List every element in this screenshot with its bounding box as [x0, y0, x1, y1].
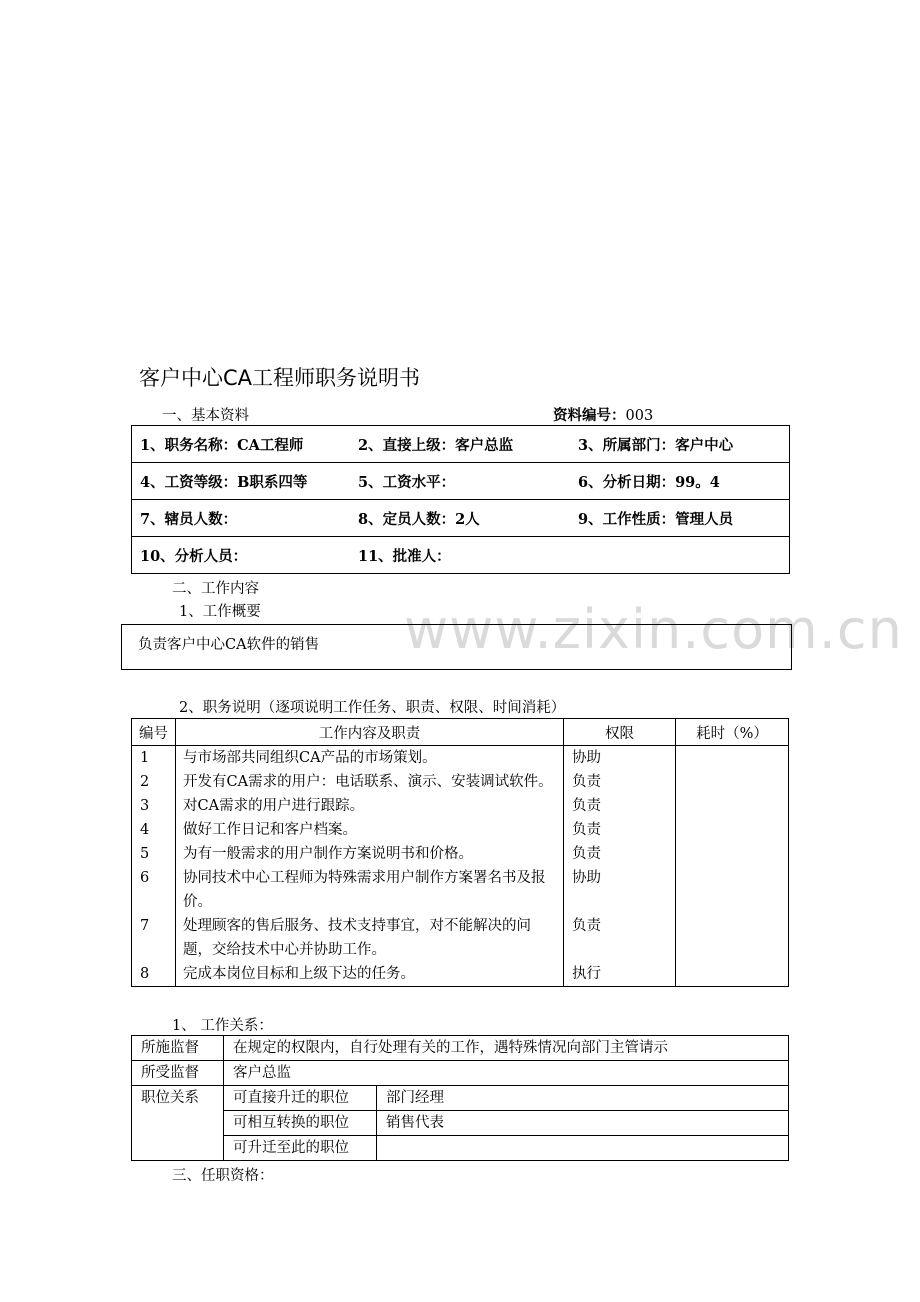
- info-cell: 10、分析人员：: [132, 537, 351, 574]
- info-cell: 5、工资水平：: [350, 463, 570, 500]
- info-cell: 6、分析日期：99。4: [570, 463, 790, 500]
- duty-no: 1: [132, 746, 176, 771]
- duty-no: 8: [132, 962, 176, 987]
- basic-info-table: [131, 425, 790, 574]
- table-row: [132, 818, 789, 842]
- watermark: www.zixin.com.cn: [404, 598, 903, 661]
- table-header-row: [132, 719, 789, 746]
- doc-number-value: 003: [625, 408, 654, 424]
- table-row: [132, 842, 789, 866]
- relations-heading: 1、 工作关系：: [172, 1018, 273, 1034]
- duty-authority: 负责: [564, 794, 676, 818]
- table-row: [132, 1061, 789, 1086]
- position-label: 可直接升迁的职位: [224, 1086, 377, 1111]
- table-row: [132, 463, 790, 500]
- duty-authority: 协助: [564, 746, 676, 771]
- duty-authority: 负责: [564, 770, 676, 794]
- relation-label: 所施监督: [132, 1036, 224, 1061]
- duty-content: 处理顾客的售后服务、技术支持事宜，对不能解决的问题，交给技术中心并协助工作。: [176, 914, 564, 962]
- relation-value: 在规定的权限内，自行处理有关的工作，遇特殊情况向部门主管请示: [224, 1036, 789, 1061]
- duty-table: [131, 718, 789, 987]
- duty-content: 为有一般需求的用户制作方案说明书和价格。: [176, 842, 564, 866]
- duty-no: 5: [132, 842, 176, 866]
- duty-authority: 负责: [564, 842, 676, 866]
- table-row: [132, 426, 790, 463]
- info-cell: 11、批准人：: [350, 537, 570, 574]
- duty-authority: 负责: [564, 818, 676, 842]
- info-cell: 3、所属部门：客户中心: [570, 426, 790, 463]
- position-label: 可相互转换的职位: [224, 1111, 377, 1136]
- duty-content: 做好工作日记和客户档案。: [176, 818, 564, 842]
- relation-value: 客户总监: [224, 1061, 789, 1086]
- table-row: [132, 962, 789, 987]
- duty-content: 开发有CA需求的用户：电话联系、演示、安装调试软件。: [176, 770, 564, 794]
- duty-time: [676, 866, 789, 914]
- duty-time: [676, 794, 789, 818]
- position-value: [377, 1136, 789, 1161]
- document-title: 客户中心CA工程师职务说明书: [139, 366, 421, 390]
- duty-content: 完成本岗位目标和上级下达的任务。: [176, 962, 564, 987]
- info-cell: [570, 537, 790, 574]
- table-row: [132, 500, 790, 537]
- relations-table: [131, 1035, 789, 1161]
- position-value: 部门经理: [377, 1086, 789, 1111]
- info-cell: 8、定员人数：2人: [350, 500, 570, 537]
- info-cell: 1、职务名称：CA工程师: [132, 426, 351, 463]
- column-header-time: 耗时（%）: [676, 719, 789, 746]
- table-row: [132, 1136, 789, 1161]
- column-header-authority: 权限: [564, 719, 676, 746]
- table-row: [132, 866, 789, 914]
- work-summary-subheading: 1、工作概要: [179, 604, 261, 620]
- position-value: 销售代表: [377, 1111, 789, 1136]
- duty-no: 6: [132, 866, 176, 914]
- duty-time: [676, 962, 789, 987]
- info-cell: 9、工作性质：管理人员: [570, 500, 790, 537]
- duty-authority: 协助: [564, 866, 676, 914]
- duty-no: 3: [132, 794, 176, 818]
- duty-time: [676, 818, 789, 842]
- table-row: [132, 1036, 789, 1061]
- table-row: [132, 914, 789, 962]
- doc-number-label: 资料编号：: [553, 407, 626, 424]
- column-header-no: 编号: [132, 719, 176, 746]
- duty-subheading: 2、职务说明（逐项说明工作任务、职责、权限、时间消耗）: [179, 700, 566, 716]
- duty-content: 与市场部共同组织CA产品的市场策划。: [176, 746, 564, 771]
- column-header-content: 工作内容及职责: [176, 719, 564, 746]
- section-basic-heading: 一、基本资料: [162, 408, 249, 424]
- relation-label: 所受监督: [132, 1061, 224, 1086]
- table-row: [132, 770, 789, 794]
- doc-number: [553, 404, 653, 425]
- table-row: [132, 794, 789, 818]
- table-row: [132, 746, 789, 771]
- table-row: [132, 1111, 789, 1136]
- table-row: [132, 537, 790, 574]
- duty-no: 2: [132, 770, 176, 794]
- duty-time: [676, 770, 789, 794]
- duty-authority: 负责: [564, 914, 676, 962]
- duty-authority: 执行: [564, 962, 676, 987]
- table-row: [132, 1086, 789, 1111]
- section-work-heading: 二、工作内容: [172, 581, 259, 597]
- duty-no: 4: [132, 818, 176, 842]
- work-summary-box: [121, 624, 792, 670]
- duty-time: [676, 746, 789, 771]
- relation-label: 职位关系: [132, 1086, 224, 1161]
- work-summary-text: 负责客户中心CA软件的销售: [138, 637, 320, 653]
- duty-content: 协同技术中心工程师为特殊需求用户制作方案署名书及报价。: [176, 866, 564, 914]
- info-cell: 4、工资等级：B职系四等: [132, 463, 351, 500]
- info-cell: 7、辖员人数：: [132, 500, 351, 537]
- duty-time: [676, 842, 789, 866]
- qualification-heading: 三、任职资格：: [172, 1168, 274, 1184]
- duty-time: [676, 914, 789, 962]
- duty-content: 对CA需求的用户进行跟踪。: [176, 794, 564, 818]
- duty-no: 7: [132, 914, 176, 962]
- position-label: 可升迁至此的职位: [224, 1136, 377, 1161]
- info-cell: 2、直接上级：客户总监: [350, 426, 570, 463]
